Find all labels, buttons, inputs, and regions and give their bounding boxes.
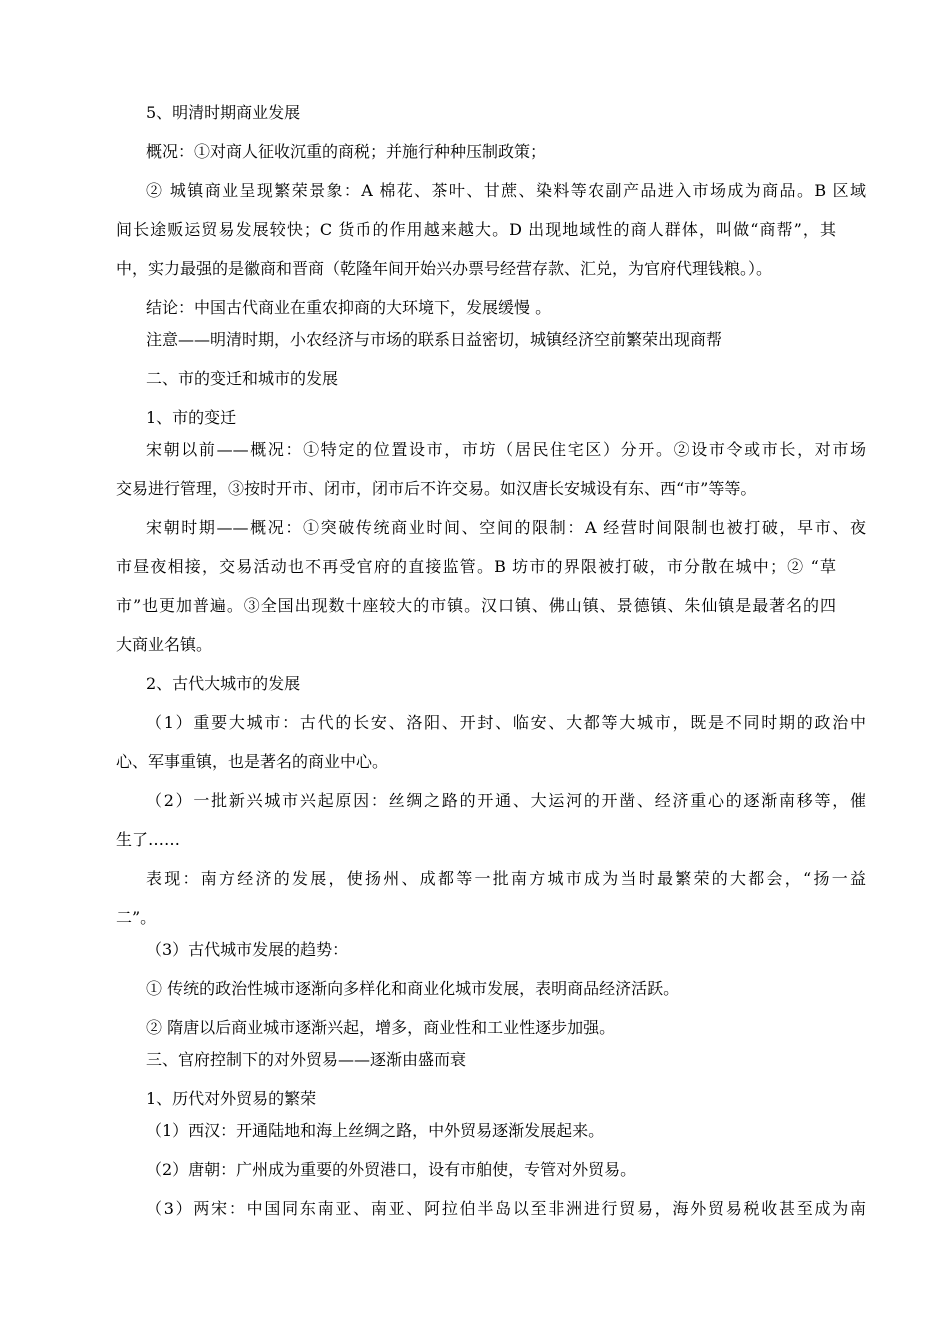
paragraph-line: 生了……	[116, 830, 181, 849]
list-item: （2）唐朝：广州成为重要的外贸港口，设有市舶使，专管对外贸易。	[146, 1160, 637, 1179]
paragraph-line: 间长途贩运贸易发展较快；C 货币的作用越来越大。D 出现地域性的商人群体，叫做“商帮”，其	[116, 220, 836, 239]
section-heading: 二、市的变迁和城市的发展	[146, 369, 339, 388]
paragraph-line: 交易进行管理，③按时开市、闭市，闭市后不许交易。如汉唐长安城设有东、西“市”等等。	[116, 479, 757, 498]
paragraph-line: 注意——明清时期，小农经济与市场的联系日益密切，城镇经济空前繁荣出现商帮	[146, 330, 723, 349]
list-item: ① 传统的政治性城市逐渐向多样化和商业化城市发展，表明商品经济活跃。	[146, 979, 680, 998]
paragraph-line: 市昼夜相接，交易活动也不再受官府的直接监管。B 坊市的界限被打破，市分散在城中；② “草	[116, 557, 836, 576]
paragraph-line: （1）重要大城市：古代的长安、洛阳、开封、临安、大都等大城市，既是不同时期的政治中	[146, 713, 866, 732]
paragraph-line: 表现：南方经济的发展，使扬州、成都等一批南方城市成为当时最繁荣的大都会，“扬一益	[146, 869, 866, 888]
section-heading: 三、官府控制下的对外贸易——逐渐由盛而衰	[146, 1050, 467, 1069]
heading-ming-qing-commerce: 5、明清时期商业发展	[146, 103, 301, 122]
list-item: （3）两宋：中国同东南亚、南亚、阿拉伯半岛以至非洲进行贸易，海外贸易税收甚至成为南	[146, 1199, 866, 1218]
paragraph-line: 中，实力最强的是徽商和晋商（乾隆年间开始兴办票号经营存款、汇兑，为官府代理钱粮。）。	[116, 259, 773, 278]
list-item: （1）西汉：开通陆地和海上丝绸之路，中外贸易逐渐发展起来。	[146, 1121, 605, 1140]
paragraph-line: （2）一批新兴城市兴起原因：丝绸之路的开通、大运河的开凿、经济重心的逐渐南移等，催	[146, 791, 866, 810]
paragraph-line: （3）古代城市发展的趋势：	[146, 940, 349, 959]
paragraph-line: 二”。	[116, 908, 157, 927]
paragraph-line: ② 城镇商业呈现繁荣景象：A 棉花、茶叶、甘蔗、染料等农副产品进入市场成为商品。B 区域	[146, 181, 866, 200]
paragraph-line: 心、军事重镇，也是著名的商业中心。	[116, 752, 389, 771]
paragraph-line: 宋朝以前——概况：①特定的位置设市，市坊（居民住宅区）分开。②设市令或市长，对市场	[146, 440, 866, 459]
subsection-heading: 1、市的变迁	[146, 408, 237, 427]
paragraph-line: 宋朝时期——概况：①突破传统商业时间、空间的限制：A 经营时间限制也被打破，早市、夜	[146, 518, 866, 537]
subsection-heading: 2、古代大城市的发展	[146, 674, 301, 693]
subsection-heading: 1、历代对外贸易的繁荣	[146, 1089, 317, 1108]
paragraph-line: 大商业名镇。	[116, 635, 213, 654]
paragraph-line: 市”也更加普遍。③全国出现数十座较大的市镇。汉口镇、佛山镇、景德镇、朱仙镇是最著名的四	[116, 596, 836, 615]
paragraph-line: 概况：①对商人征收沉重的商税；并施行种种压制政策；	[146, 142, 547, 161]
list-item: ② 隋唐以后商业城市逐渐兴起，增多，商业性和工业性逐步加强。	[146, 1018, 616, 1037]
paragraph-line: 结论：中国古代商业在重农抑商的大环境下，发展缓慢 。	[146, 298, 552, 317]
